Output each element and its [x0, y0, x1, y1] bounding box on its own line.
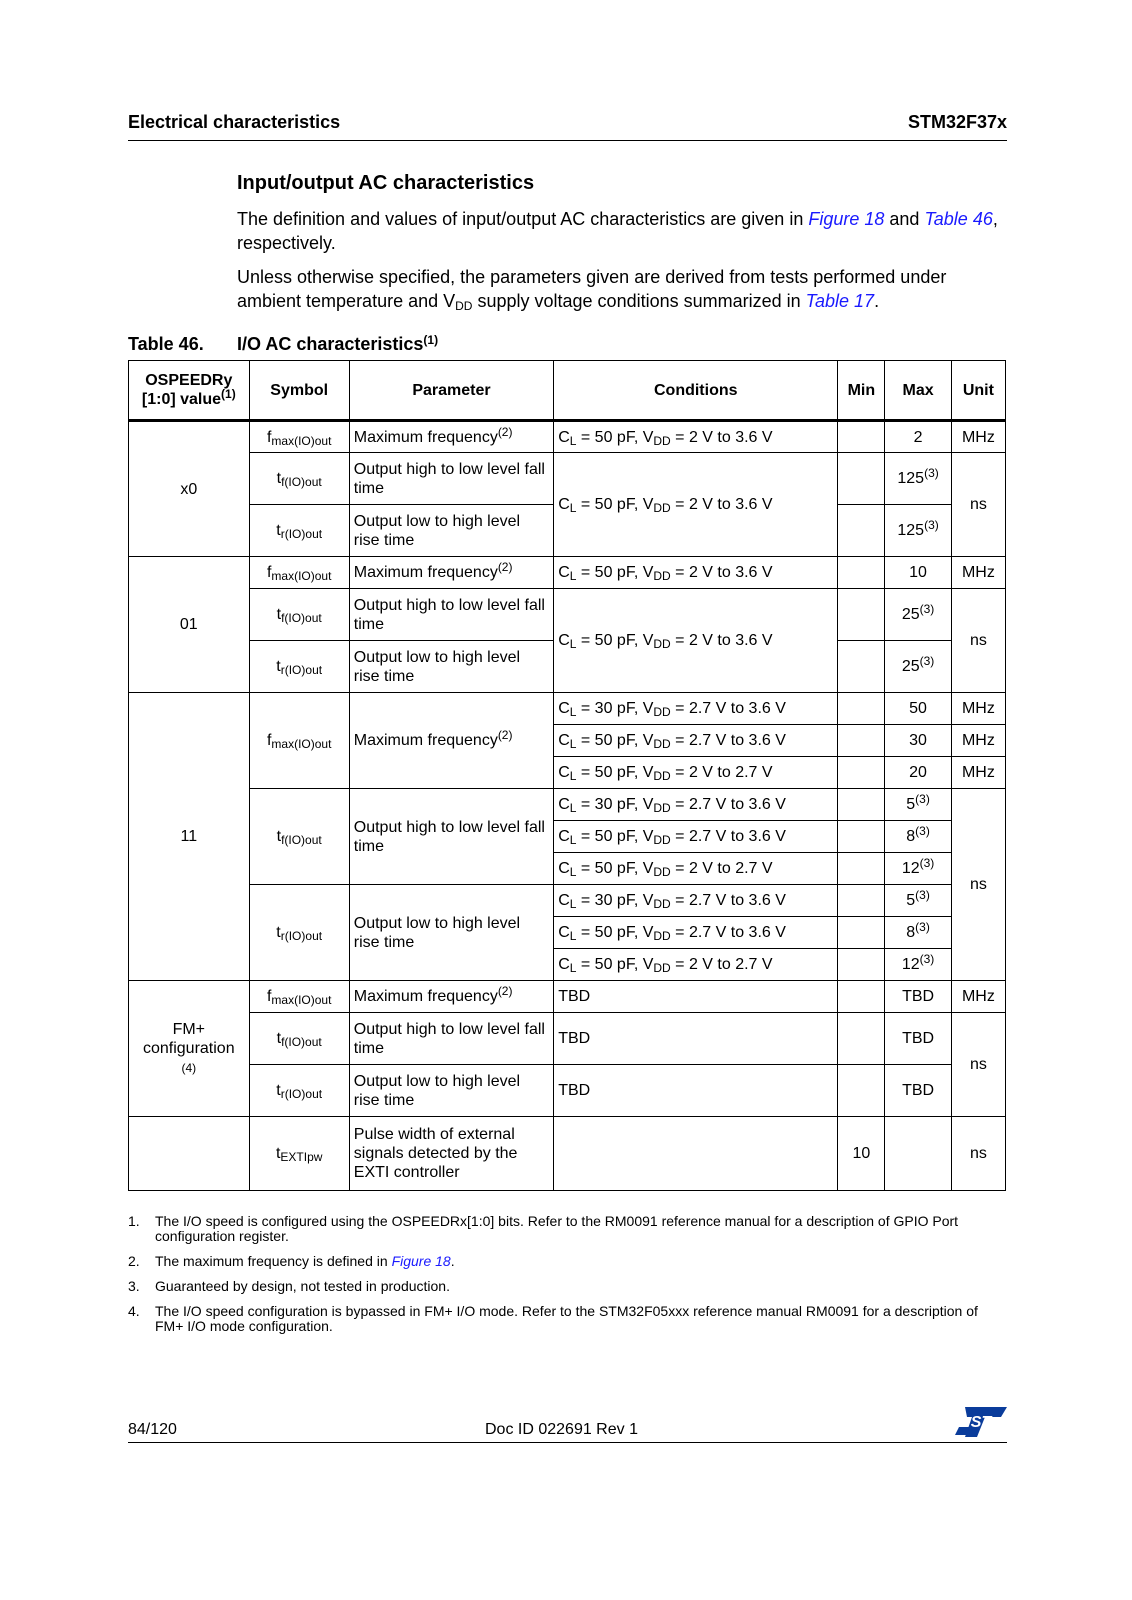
condition-cell: $C_L = 50$ pF, $V_{DD} = 2.7$ V to 3.6 V [554, 725, 838, 757]
max-cell: 8$^{(3)}$ [885, 821, 951, 853]
condition-cell: $C_L = 50$ pF, $V_{DD} = 2$ V to 2.7 V [554, 949, 838, 981]
min-cell [838, 693, 885, 725]
parameter-cell: Output low to high level rise time [349, 641, 553, 693]
condition-cell: TBD [554, 981, 838, 1013]
st-logo [955, 1405, 1007, 1439]
unit-cell: ns [951, 789, 1005, 981]
symbol-cell: $t_{r(IO)out}$ [249, 885, 349, 981]
symbol-cell: $f_{max(IO)out}$ [249, 557, 349, 589]
table-row [129, 885, 1006, 917]
header-text: [1:0] value [141, 391, 222, 408]
table-row [129, 789, 1006, 821]
max-cell: 125$^{(3)}$ [885, 505, 951, 557]
max-cell: 50 [885, 693, 951, 725]
condition-cell: $C_L = 30$ pF, $V_{DD} = 2.7$ V to 3.6 V [554, 885, 838, 917]
col-header-ospeedr [129, 361, 250, 421]
min-cell [838, 453, 885, 505]
doc-id: Doc ID 022691 Rev 1 [485, 1421, 638, 1438]
col-header-min: Min [838, 361, 885, 421]
unit-cell: MHz [951, 557, 1005, 589]
symbol-cell: $t_{r(IO)out}$ [249, 1065, 349, 1117]
min-cell [838, 821, 885, 853]
page-heading: Input/output AC characteristics [237, 172, 535, 194]
intro-text: The definition and values of input/output AC characteristics are given in [237, 209, 809, 229]
condition-cell [554, 1117, 838, 1191]
footnote: 1. The I/O speed is configured using the OSPEEDRx[1:0] bits. Refer to the RM0091 reference manual for a description of GPIO Port configuration register. [128, 1213, 959, 1244]
table-row [129, 453, 1006, 505]
conditions-text: supply voltage conditions summarized in [472, 291, 806, 311]
unit-cell: ns [951, 1117, 1005, 1191]
min-cell [838, 853, 885, 885]
max-cell: 12$^{(3)}$ [885, 949, 951, 981]
min-cell [838, 757, 885, 789]
table-header-row [129, 361, 1006, 421]
col-header-max: Max [885, 361, 951, 421]
unit-cell: MHz [951, 725, 1005, 757]
conditions-paragraph [237, 265, 1007, 313]
max-cell: 12$^{(3)}$ [885, 853, 951, 885]
unit-cell: ns [951, 453, 1005, 557]
symbol-cell [249, 421, 349, 453]
symbol-letter: f [266, 428, 272, 446]
symbol-cell: $t_{f(IO)out}$ [249, 453, 349, 505]
figure-18-link[interactable]: Figure 18 [391, 1253, 451, 1269]
max-cell: 10 [885, 557, 951, 589]
parameter-text: Maximum frequency [353, 428, 498, 446]
unit-cell: MHz [951, 421, 1005, 453]
parameter-cell: Maximum frequency$^{(2)}$ [349, 981, 553, 1013]
unit-cell: MHz [951, 693, 1005, 725]
footnote-ref: (2) [497, 424, 513, 439]
parameter-cell: Output low to high level rise time [349, 1065, 553, 1117]
header-rule [128, 140, 1007, 141]
min-cell [838, 589, 885, 641]
section-title: Electrical characteristics [128, 112, 341, 132]
table-row [129, 557, 1006, 589]
table-row [129, 421, 1006, 453]
vdd-subscript: DD [455, 299, 473, 313]
max-cell: 125$^{(3)}$ [885, 453, 951, 505]
condition-cell: $C_L = 50$ pF, $V_{DD} = 2.7$ V to 3.6 V [554, 917, 838, 949]
parameter-cell: Pulse width of external signals detected by the EXTI controller [349, 1117, 553, 1191]
table-number: Table 46. [128, 334, 204, 354]
condition-cell: $C_L = 30$ pF, $V_{DD} = 2.7$ V to 3.6 V [554, 693, 838, 725]
max-cell: 30 [885, 725, 951, 757]
min-cell: 10 [838, 1117, 885, 1191]
min-cell [838, 981, 885, 1013]
symbol-cell: $t_{f(IO)out}$ [249, 589, 349, 641]
ospeed-value: 01 [129, 557, 250, 693]
condition-cell: $C_L = 50$ pF, $V_{DD} = 2$ V to 2.7 V [554, 853, 838, 885]
parameter-cell: Maximum frequency$^{(2)}$ [349, 557, 553, 589]
symbol-cell: $f_{max(IO)out}$ [249, 693, 349, 789]
table-46-link[interactable]: Table 46 [924, 209, 993, 229]
symbol-cell: $t_{f(IO)out}$ [249, 789, 349, 885]
col-header-parameter: Parameter [349, 361, 553, 421]
table-title [237, 334, 438, 355]
ospeed-value: x0 [129, 421, 250, 557]
ospeed-value: FM+ configuration (4) [129, 981, 250, 1117]
table-footnotes [128, 1214, 1008, 1344]
unit-cell: MHz [951, 757, 1005, 789]
footnote: 4. The I/O speed configuration is bypassed in FM+ I/O mode. Refer to the STM32F05xxx reference manual RM0091 for a description of FM+ I/O mode configuration. [128, 1303, 978, 1334]
symbol-cell: $t_{r(IO)out}$ [249, 505, 349, 557]
table-title-text: I/O AC characteristics [237, 334, 424, 354]
symbol-cell: $t_{r(IO)out}$ [249, 641, 349, 693]
condition-cell: $C_L = 50$ pF, $V_{DD} = 2$ V to 3.6 V [554, 557, 838, 589]
table-row [129, 1013, 1006, 1065]
condition-cell: $C_L = 50$ pF, $V_{DD} = 2$ V to 2.7 V [554, 757, 838, 789]
parameter-cell: Maximum frequency$^{(2)}$ [349, 693, 553, 789]
unit-cell: ns [951, 1013, 1005, 1117]
intro-text: and [884, 209, 925, 229]
footnote-ref: (1) [221, 387, 236, 401]
parameter-cell: Output high to low level fall time [349, 589, 553, 641]
max-cell: TBD [885, 1013, 951, 1065]
condition-cell: TBD [554, 1013, 838, 1065]
table-row [129, 1065, 1006, 1117]
max-cell: 25$^{(3)}$ [885, 589, 951, 641]
footnote: 3. Guaranteed by design, not tested in production. [128, 1278, 450, 1294]
ospeed-value: 11 [129, 693, 250, 981]
condition-cell: $C_L = 50$ pF, $V_{DD} = 2.7$ V to 3.6 V [554, 821, 838, 853]
part-number: STM32F37x [907, 112, 1007, 132]
condition-cell: TBD [554, 1065, 838, 1117]
parameter-cell: Output high to low level fall time [349, 1013, 553, 1065]
parameter-cell: Output low to high level rise time [349, 885, 553, 981]
parameter-cell: Output high to low level fall time [349, 789, 553, 885]
conditions-text: . [874, 291, 880, 311]
condition-cell: $C_L = 50$ pF, $V_{DD} = 2$ V to 3.6 V [554, 421, 838, 453]
conditions-text: Unless otherwise specified, the parameters given are derived from tests performed under ambient temperature and V [237, 267, 947, 311]
footnote-ref: (1) [423, 333, 439, 347]
col-header-unit: Unit [951, 361, 1005, 421]
condition-cell: $C_L = 30$ pF, $V_{DD} = 2.7$ V to 3.6 V [554, 789, 838, 821]
symbol-cell: $f_{max(IO)out}$ [249, 981, 349, 1013]
ospeed-value [129, 1117, 250, 1191]
table-row [129, 981, 1006, 1013]
table-row [129, 589, 1006, 641]
unit-cell: MHz [951, 981, 1005, 1013]
min-cell [838, 789, 885, 821]
io-ac-characteristics-table [128, 360, 1006, 1191]
max-cell: 20 [885, 757, 951, 789]
parameter-cell [349, 421, 553, 453]
parameter-cell: Output high to low level fall time [349, 453, 553, 505]
min-cell [838, 885, 885, 917]
condition-cell: $C_L = 50$ pF, $V_{DD} = 2$ V to 3.6 V [554, 589, 838, 693]
col-header-conditions: Conditions [554, 361, 838, 421]
max-cell: 8$^{(3)}$ [885, 917, 951, 949]
col-header-symbol: Symbol [249, 361, 349, 421]
condition-cell: $C_L = 50$ pF, $V_{DD} = 2$ V to 3.6 V [554, 453, 838, 557]
figure-18-link[interactable]: Figure 18 [808, 209, 885, 229]
table-17-link[interactable]: Table 17 [805, 291, 875, 311]
min-cell [838, 557, 885, 589]
intro-text: , respectively. [237, 209, 998, 253]
min-cell [838, 725, 885, 757]
max-cell: 5$^{(3)}$ [885, 789, 951, 821]
symbol-cell: $t_{f(IO)out}$ [249, 1013, 349, 1065]
footnote: 2. The maximum frequency is defined in Figure 18. [128, 1253, 455, 1269]
logo-text: ST [970, 1414, 992, 1431]
min-cell [838, 505, 885, 557]
max-cell: 2 [885, 421, 951, 453]
max-cell: 25$^{(3)}$ [885, 641, 951, 693]
table-row [129, 1117, 1006, 1191]
min-cell [838, 641, 885, 693]
max-cell [885, 1117, 951, 1191]
symbol-subscript: max(IO)out [271, 433, 332, 448]
symbol-cell: $t_{EXTIpw}$ [249, 1117, 349, 1191]
min-cell [838, 421, 885, 453]
max-cell: TBD [885, 981, 951, 1013]
intro-paragraph [237, 207, 1007, 255]
max-cell: TBD [885, 1065, 951, 1117]
min-cell [838, 949, 885, 981]
min-cell [838, 917, 885, 949]
min-cell [838, 1013, 885, 1065]
max-cell: 5$^{(3)}$ [885, 885, 951, 917]
table-row [129, 693, 1006, 725]
page-number: 84/120 [128, 1421, 177, 1438]
parameter-cell: Output low to high level rise time [349, 505, 553, 557]
header-text: OSPEEDRy [145, 372, 233, 389]
footer-rule [128, 1442, 1007, 1443]
unit-cell: ns [951, 589, 1005, 693]
min-cell [838, 1065, 885, 1117]
